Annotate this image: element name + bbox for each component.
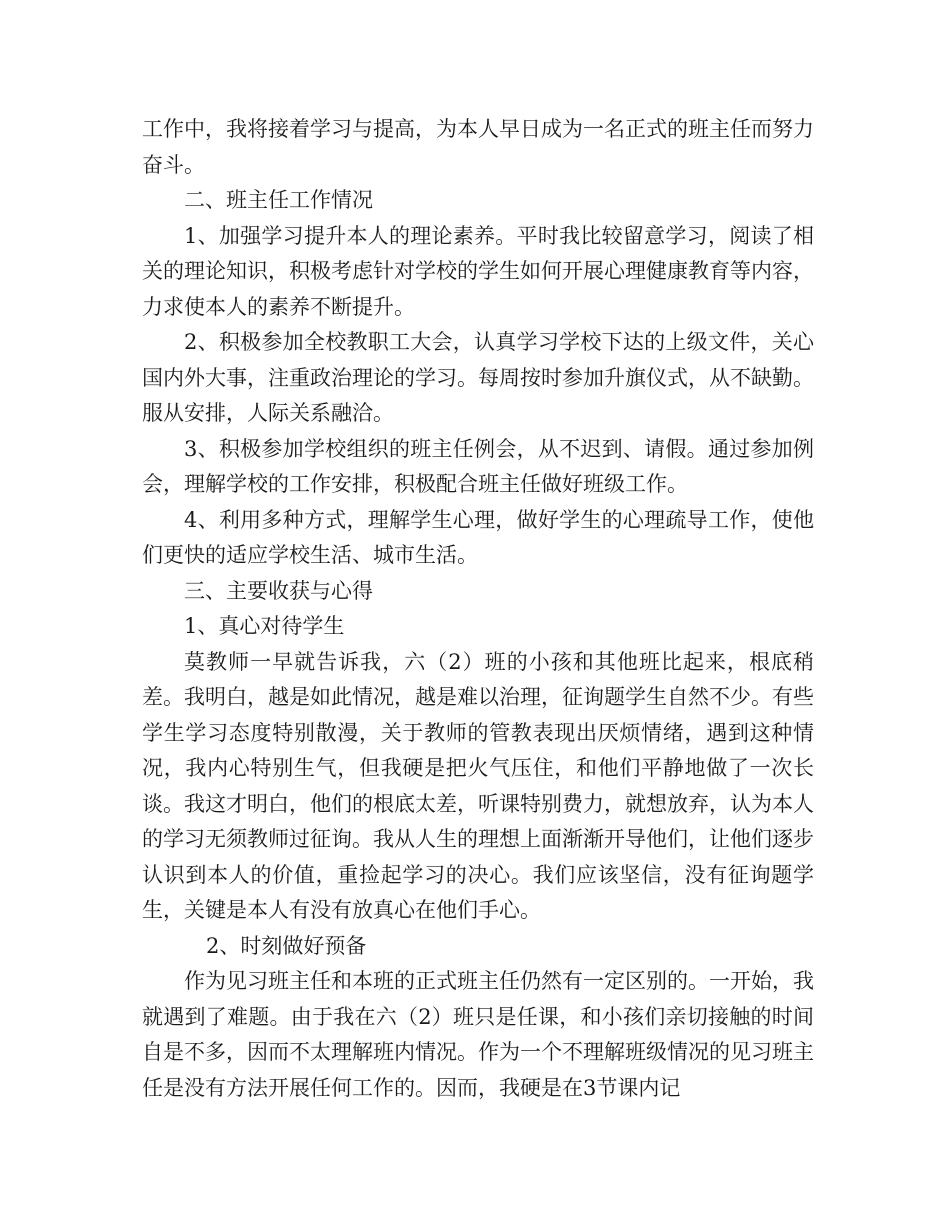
paragraph-continuation: 工作中，我将接着学习与提高，为本人早日成为一名正式的班主任而努力奋斗。 [142,117,814,177]
paragraph-item-4: 4、利用多种方式，理解学生心理，做好学生的心理疏导工作，使他们更快的适应学校生活、城市生活。 [142,507,814,567]
paragraph-body-1: 莫教师一早就告诉我，六（2）班的小孩和其他班比起来，根底稍差。我明白，越是如此情况，越是难以治理，征询题学生自然不少。有些学生学习态度特别散漫，关于教师的管教表现出厌烦情绪，遇到这种情况，我内心特别生气，但我硬是把火气压住，和他们平静地做了一次长谈。我这才明白，他们的根底太差，听课特别费力，就想放弃，认为本人的学习无须教师过征询。我从人生的理想上面渐渐开导他们，让他们逐步认识到本人的价值，重捡起学习的决心。我们应该坚信，没有征询题学生，关键是本人有没有放真心在他们手心。 [142,649,814,922]
subheading-1: 1、真心对待学生 [184,614,345,638]
document-body [142,112,814,1106]
paragraph-body-2: 作为见习班主任和本班的正式班主任仍然有一定区别的。一开始，我就遇到了难题。由于我在六（2）班只是任课，和小孩们亲切接触的时间自是不多，因而不太理解班内情况。作为一个不理解班级情况的见习班主任是没有方法开展任何工作的。因而，我硬是在3节课内记 [142,969,814,1100]
paragraph-item-3: 3、积极参加学校组织的班主任例会，从不迟到、请假。通过参加例会，理解学校的工作安排，积极配合班主任做好班级工作。 [142,436,814,496]
paragraph-item-2: 2、积极参加全校教职工大会，认真学习学校下达的上级文件，关心国内外大事，注重政治理论的学习。每周按时参加升旗仪式，从不缺勤。服从安排，人际关系融洽。 [142,330,814,425]
subheading-2: 2、时刻做好预备 [206,933,367,958]
paragraph-item-1: 1、加强学习提升本人的理论素养。平时我比较留意学习，阅读了相关的理论知识，积极考虑针对学校的学生如何开展心理健康教育等内容，力求使本人的素养不断提升。 [142,223,814,319]
section-heading-3: 三、主要收获与心得 [184,578,373,603]
section-heading-2: 二、班主任工作情况 [184,188,373,212]
